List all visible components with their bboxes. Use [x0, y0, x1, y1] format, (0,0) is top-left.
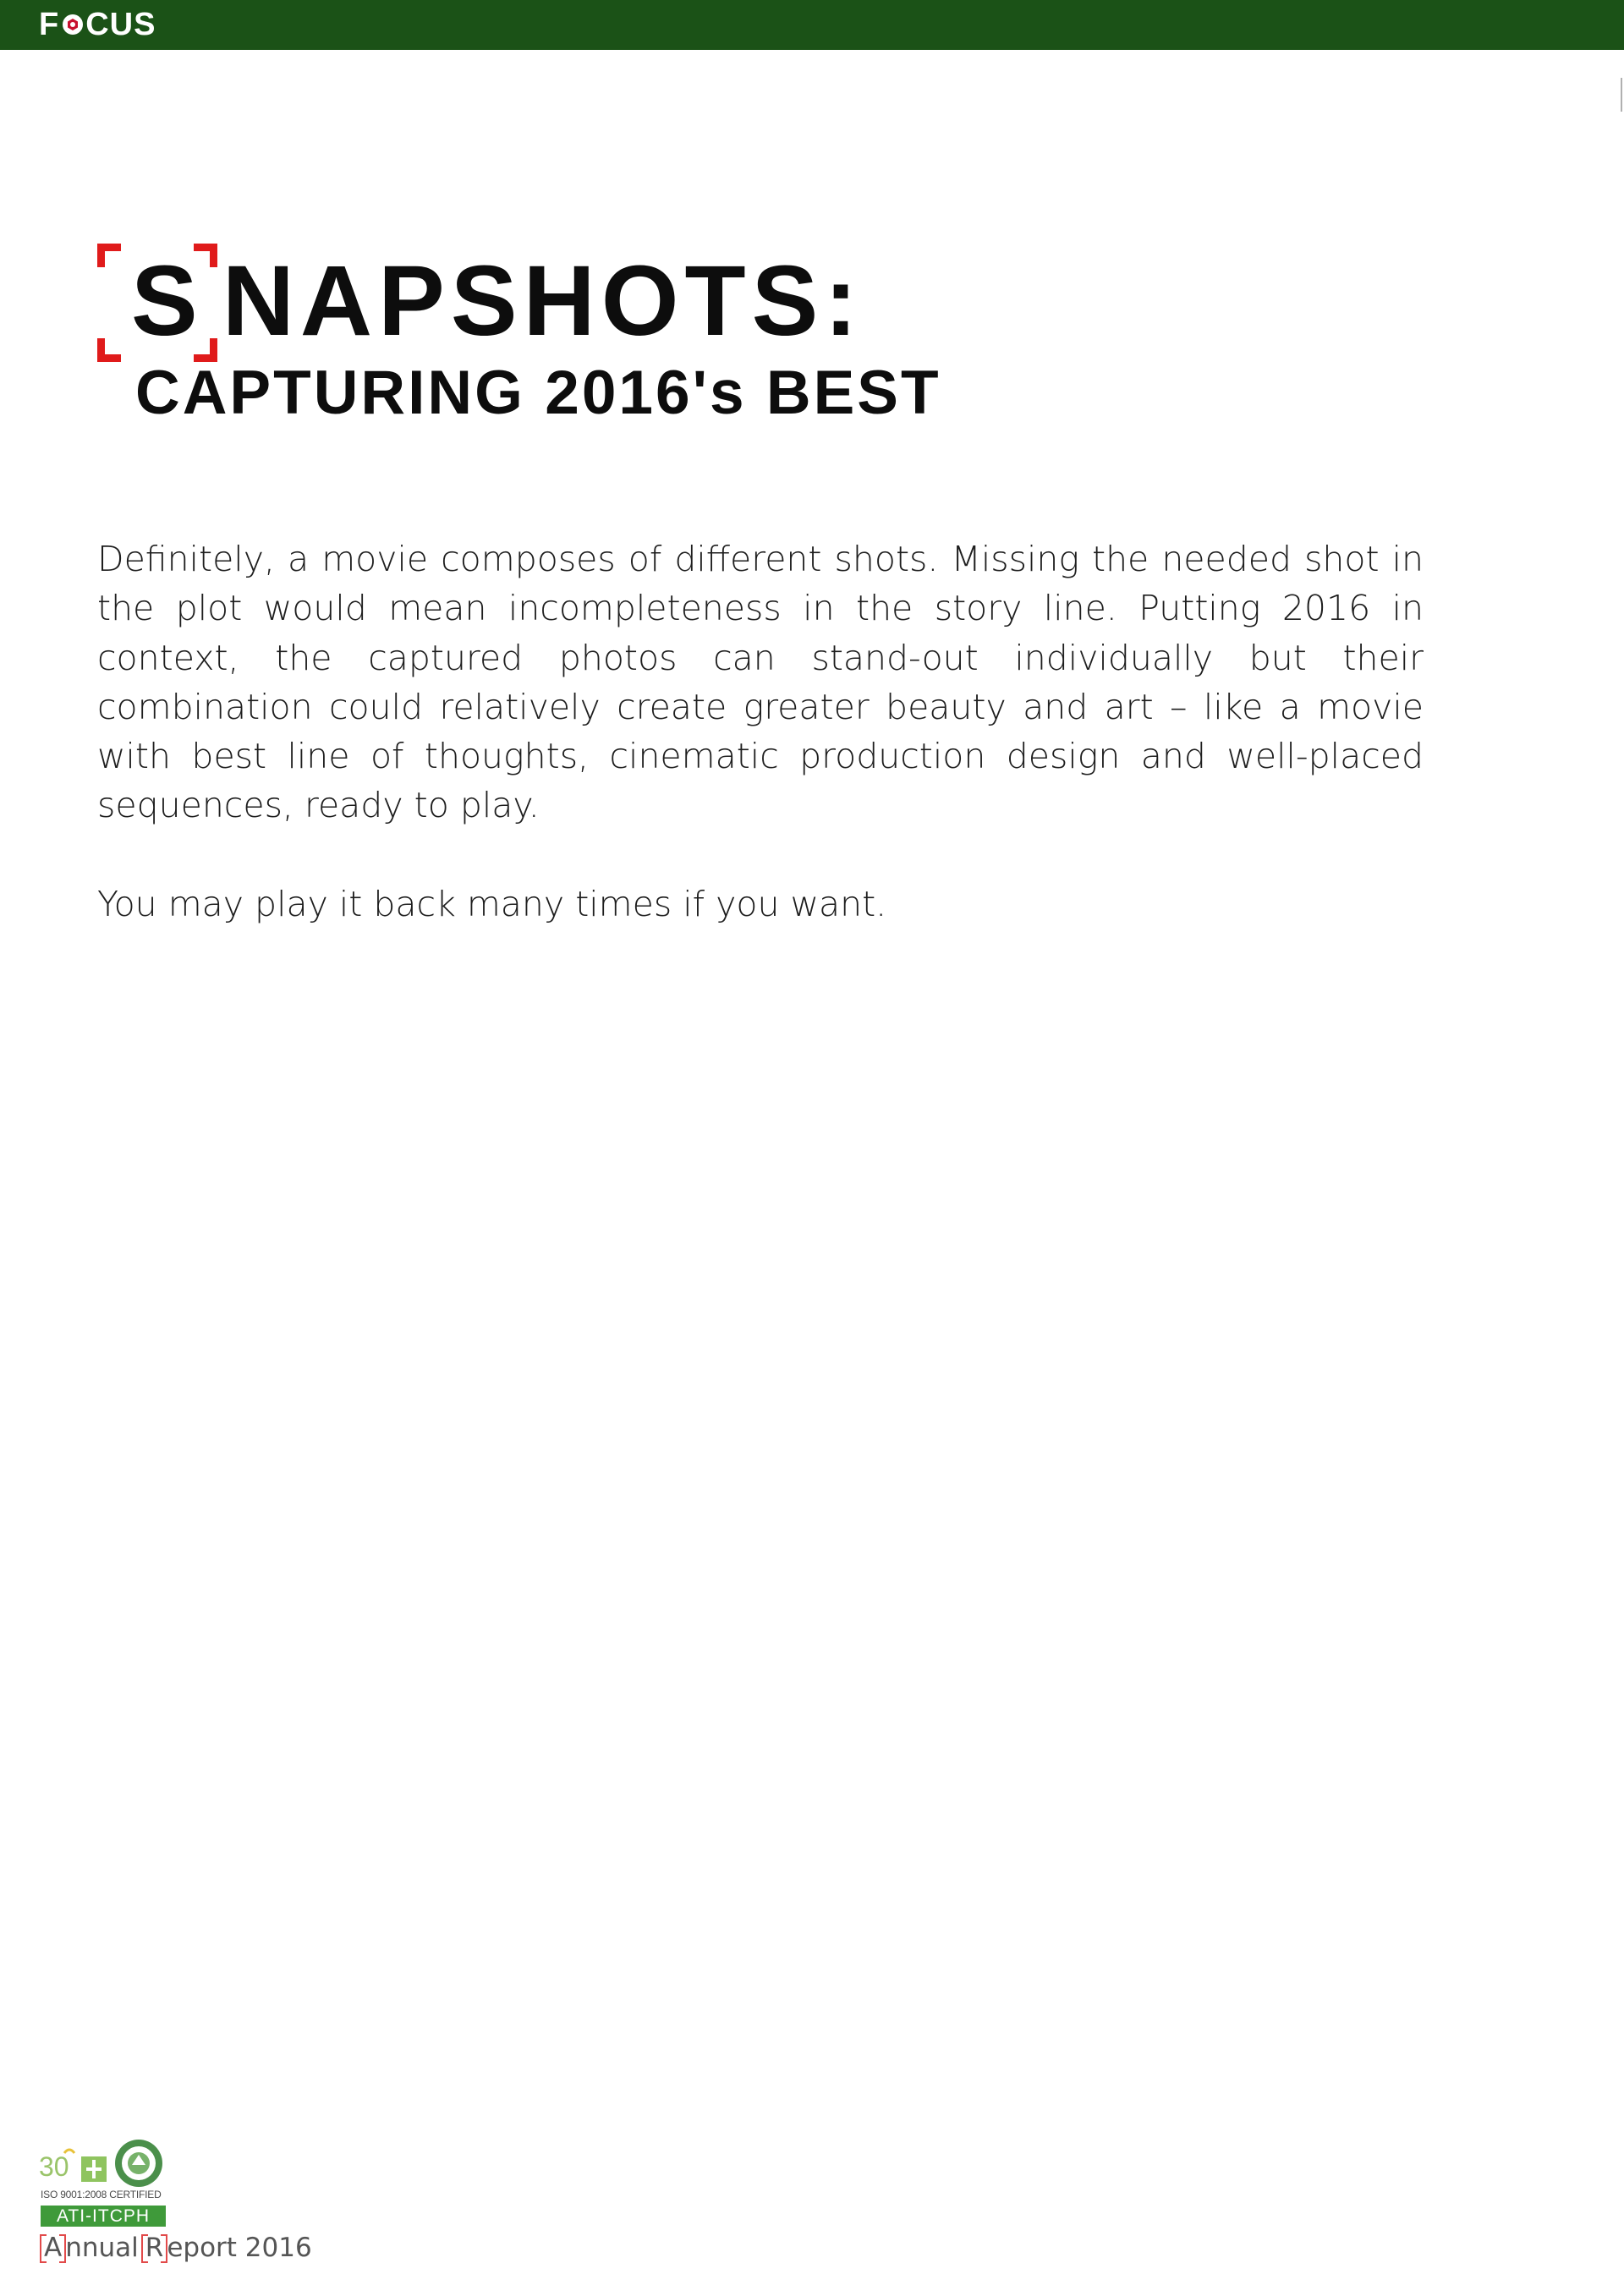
organization-badge: ATI-ITCPH [41, 2206, 166, 2227]
focus-logo [39, 5, 156, 44]
report-letter-a: A [41, 2233, 65, 2263]
footer [39, 2138, 360, 2273]
ati-seal-logo [115, 2140, 162, 2187]
title-rest: NAPSHOTS: [222, 245, 864, 357]
certification-text: ISO 9001:2008 CERTIFIED [41, 2189, 162, 2200]
aperture-icon [62, 14, 84, 36]
30th-anniversary-logo [39, 2150, 74, 2182]
title-lead-letter: S [131, 245, 204, 357]
svg-text:30: 30 [39, 2151, 69, 2182]
logo-letters-rest: CUS [85, 6, 156, 42]
header-bar [0, 0, 1624, 50]
logo-letter-f: F [39, 6, 60, 42]
article-subtitle: CAPTURING 2016's BEST [135, 359, 941, 427]
article-paragraph: Definitely, a movie composes of different shots. Missing the needed shot in the plot would mean incompleteness in the story line. Putting 2016 in context, the captured photos can stand-out individually but their combination could relatively create greater beauty and art – like a movie with best line of thoughts, cinematic production design and well-placed sequences, ready to play. [97, 539, 1424, 826]
report-word-annual: nnual [65, 2233, 139, 2263]
report-word-year: eport 2016 [167, 2233, 312, 2263]
agriculture-training-logo [81, 2156, 107, 2182]
report-letter-r: R [142, 2233, 167, 2263]
article-heading [97, 244, 1112, 438]
annual-report-label [41, 2231, 312, 2265]
page-edge-mark [1621, 78, 1622, 112]
article-title [131, 245, 864, 357]
footer-logos [39, 2138, 174, 2189]
article-closing-line: You may play it back many times if you want. [97, 884, 887, 924]
